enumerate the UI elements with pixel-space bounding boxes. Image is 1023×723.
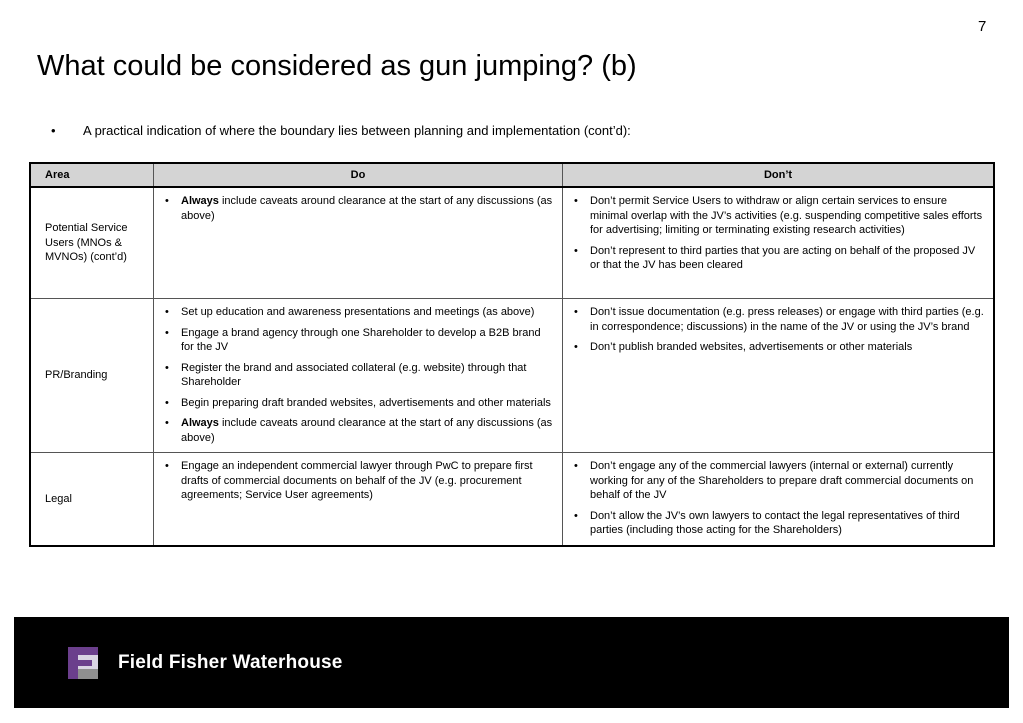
list-item: • Set up education and awareness presentations and meetings (as above) bbox=[181, 305, 555, 320]
item-text: include caveats around clearance at the start of any discussions (as above) bbox=[181, 195, 553, 222]
dont-cell bbox=[563, 453, 995, 546]
list-item: • Engage a brand agency through one Shareholder to develop a B2B brand for the JV bbox=[181, 326, 555, 355]
header-area: Area bbox=[30, 163, 154, 187]
list-item: • Engage an independent commercial lawyer through PwC to prepare first drafts of commercial documents on behalf of the JV (e.g. procurement agreements; Service User agreements) bbox=[181, 459, 555, 503]
list-item bbox=[181, 194, 555, 223]
intro-line bbox=[51, 123, 631, 138]
dont-cell bbox=[563, 299, 995, 453]
item-text: include caveats around clearance at the start of any discussions (as above) bbox=[181, 417, 553, 444]
table-row bbox=[30, 299, 994, 453]
intro-text: A practical indication of where the boundary lies between planning and implementation (cont’d): bbox=[83, 123, 631, 138]
do-cell bbox=[154, 299, 563, 453]
do-cell bbox=[154, 453, 563, 546]
emphasis: Always bbox=[181, 195, 219, 207]
area-cell: PR/Branding bbox=[30, 299, 154, 453]
page-title: What could be considered as gun jumping? (b) bbox=[37, 50, 637, 82]
area-cell: Legal bbox=[30, 453, 154, 546]
list-item: • Begin preparing draft branded websites, advertisements and other materials bbox=[181, 396, 555, 411]
list-item: • Register the brand and associated collateral (e.g. website) through that Shareholder bbox=[181, 361, 555, 390]
list-item: • Don’t allow the JV’s own lawyers to contact the legal representatives of third parties (including those acting for the Shareholders) bbox=[590, 509, 986, 538]
firm-name: Field Fisher Waterhouse bbox=[118, 652, 343, 673]
emphasis: Always bbox=[181, 417, 219, 429]
list-item bbox=[181, 416, 555, 445]
footer-bar bbox=[14, 617, 1009, 708]
list-item: • Don’t publish branded websites, advertisements or other materials bbox=[590, 340, 986, 355]
list-item: • Don’t represent to third parties that you are acting on behalf of the proposed JV or that the JV has been cleared bbox=[590, 244, 986, 273]
list-item: • Don’t engage any of the commercial lawyers (internal or external) currently working for any of the Shareholders to prepare draft commercial documents on behalf of the JV bbox=[590, 459, 986, 503]
list-item: • Don’t issue documentation (e.g. press releases) or engage with third parties (e.g. in correspondence; discussions) in the name of the JV or using the JV’s brand bbox=[590, 305, 986, 334]
table-row bbox=[30, 187, 994, 299]
do-cell bbox=[154, 187, 563, 299]
header-do: Do bbox=[154, 163, 563, 187]
list-item: • Don’t permit Service Users to withdraw or align certain services to ensure minimal overlap with the JV’s activities (e.g. suspending competitive sales efforts for advertising; limiting or terminating existing research activities) bbox=[590, 194, 986, 238]
header-dont: Don’t bbox=[563, 163, 995, 187]
dont-cell bbox=[563, 187, 995, 299]
intro-bullet: • bbox=[51, 123, 56, 138]
do-dont-table bbox=[29, 162, 995, 547]
firm-logo-icon bbox=[68, 647, 98, 679]
table-row bbox=[30, 453, 994, 546]
area-cell: Potential Service Users (MNOs & MVNOs) (cont’d) bbox=[30, 187, 154, 299]
page-number: 7 bbox=[978, 18, 987, 35]
table-header-row bbox=[30, 163, 994, 187]
